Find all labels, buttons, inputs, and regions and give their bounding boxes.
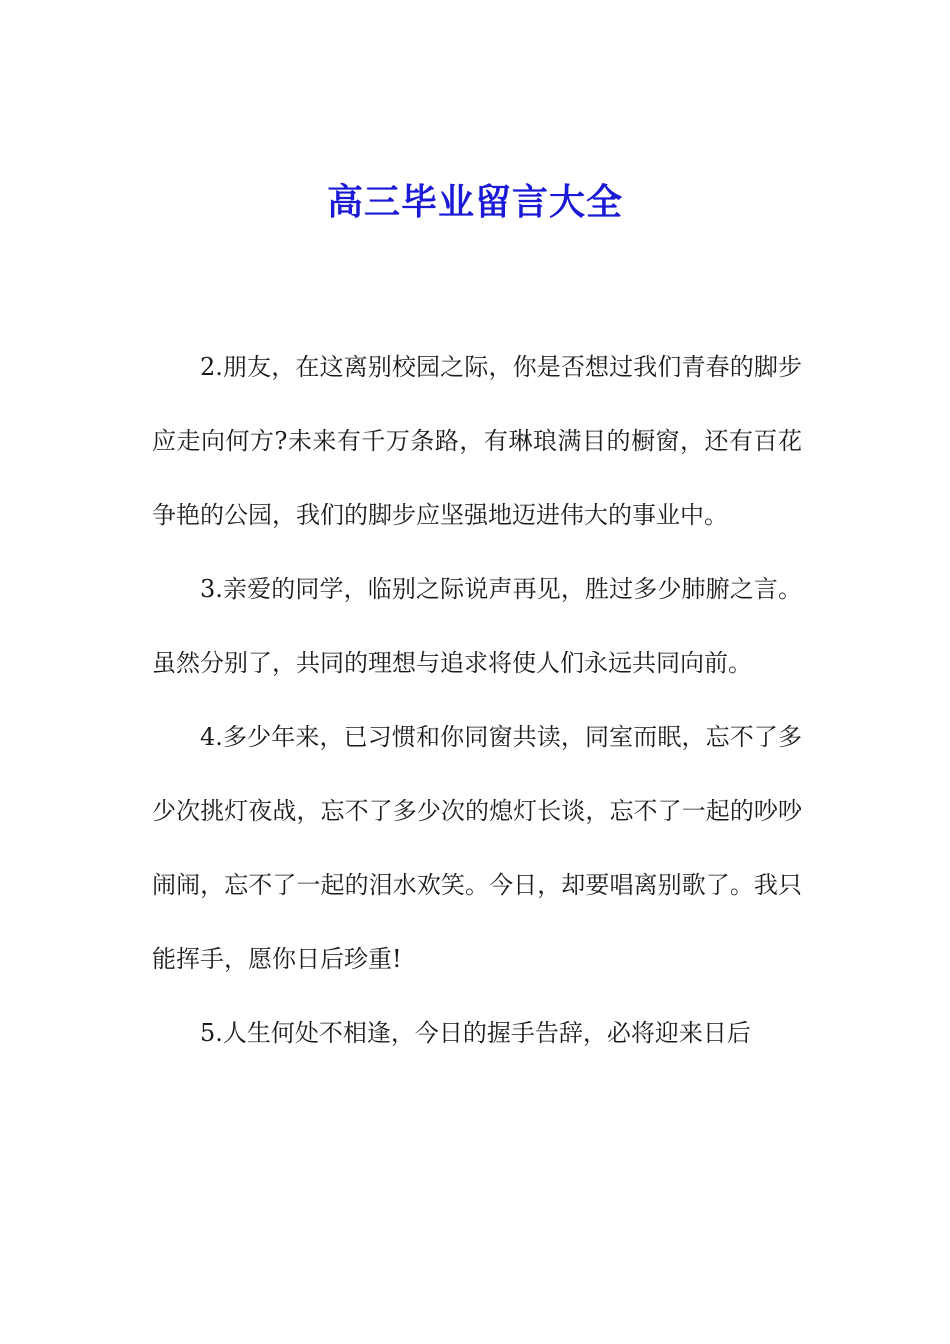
document-body — [152, 330, 802, 1070]
paragraph-4: 4.多少年来，已习惯和你同窗共读，同室而眠，忘不了多少次挑灯夜战，忘不了多少次的熄灯长谈，忘不了一起的吵吵闹闹，忘不了一起的泪水欢笑。今日，却要唱离别歌了。我只能挥手，愿你日后珍重! — [152, 723, 802, 973]
paragraph-3: 3.亲爱的同学，临别之际说声再见，胜过多少肺腑之言。虽然分别了，共同的理想与追求将使人们永远共同向前。 — [152, 575, 802, 677]
paragraph-5: 5.人生何处不相逢，今日的握手告辞，必将迎来日后 — [200, 1019, 751, 1047]
paragraph-2: 2.朋友，在这离别校园之际，你是否想过我们青春的脚步应走向何方?未来有千万条路，有琳琅满目的橱窗，还有百花争艳的公园，我们的脚步应坚强地迈进伟大的事业中。 — [152, 353, 802, 529]
document-title: 高三毕业留言大全 — [326, 182, 623, 223]
